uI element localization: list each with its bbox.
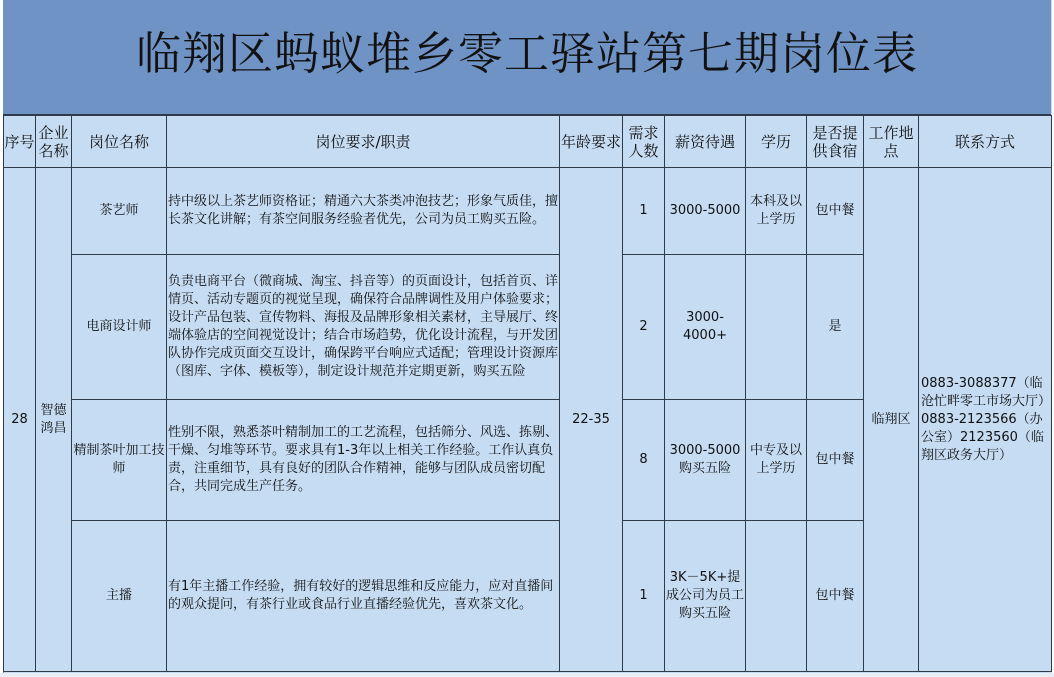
cell-salary: 3000-5000: [665, 168, 746, 255]
title-banner: [3, 0, 1051, 115]
cell-location: 临翔区: [864, 168, 919, 672]
header-seq: 序号: [4, 116, 36, 168]
cell-education: [746, 521, 807, 672]
cell-company: 智德鸿昌: [36, 168, 72, 672]
header-education: 学历: [746, 116, 807, 168]
header-contact: 联系方式: [919, 116, 1052, 168]
cell-meals: 包中餐: [807, 521, 864, 672]
header-count: 需求人数: [623, 116, 665, 168]
cell-contact: 0883-3088377（临沧忙畔零工市场大厅）0883-2123566（办公室）2123560（临翔区政务大厅）: [919, 168, 1052, 672]
cell-requirements: 负责电商平台（微商城、淘宝、抖音等）的页面设计，包括首页、详情页、活动专题页的视觉呈现，确保符合品牌调性及用户体验要求；设计产品包装、宣传物料、海报及品牌形象相关素材，主导展厅、终端体验店的空间视觉设计；结合市场趋势，优化设计流程，与开发团队协作完成页面交互设计，确保跨平台响应式适配；管理设计资源库（图库、字体、模板等），制定设计规范并定期更新，购买五险: [167, 255, 560, 400]
header-row: [4, 116, 1052, 168]
cell-education: 中专及以上学历: [746, 400, 807, 521]
table-row: [4, 168, 1052, 255]
cell-meals: 包中餐: [807, 400, 864, 521]
cell-requirements: 持中级以上茶艺师资格证；精通六大茶类冲泡技艺；形象气质佳，擅长茶文化讲解；有茶空间服务经验者优先，公司为员工购买五险。: [167, 168, 560, 255]
cell-meals: 包中餐: [807, 168, 864, 255]
cell-count: 1: [623, 168, 665, 255]
cell-position: 主播: [72, 521, 167, 672]
header-requirements: 岗位要求/职责: [167, 116, 560, 168]
cell-position: 茶艺师: [72, 168, 167, 255]
cell-seq: 28: [4, 168, 36, 672]
cell-education: [746, 255, 807, 400]
cell-requirements: 性别不限，熟悉茶叶精制加工的工艺流程，包括筛分、风选、拣剔、干燥、匀堆等环节。要求具有1-3年以上相关工作经验。工作认真负责，注重细节，具有良好的团队合作精神，能够与团队成员密切配合，共同完成生产任务。: [167, 400, 560, 521]
cell-position: 电商设计师: [72, 255, 167, 400]
cell-salary: 3K－5K+提成公司为员工购买五险: [665, 521, 746, 672]
cell-salary: 3000-5000购买五险: [665, 400, 746, 521]
cell-count: 2: [623, 255, 665, 400]
cell-count: 1: [623, 521, 665, 672]
page-title: 临翔区蚂蚁堆乡零工驿站第七期岗位表: [135, 26, 918, 80]
cell-salary: 3000-4000+: [665, 255, 746, 400]
cell-count: 8: [623, 400, 665, 521]
header-position: 岗位名称: [72, 116, 167, 168]
header-location: 工作地点: [864, 116, 919, 168]
header-company: 企业名称: [36, 116, 72, 168]
cell-age: 22-35: [560, 168, 623, 672]
cell-requirements: 有1年主播工作经验，拥有较好的逻辑思维和反应能力，应对直播间的观众提问，有茶行业或食品行业直播经验优先，喜欢茶文化。: [167, 521, 560, 672]
cell-education: 本科及以上学历: [746, 168, 807, 255]
cell-position: 精制茶叶加工技师: [72, 400, 167, 521]
header-age: 年龄要求: [560, 116, 623, 168]
sheet-bottom-edge: [0, 673, 1054, 677]
header-meals: 是否提供食宿: [807, 116, 864, 168]
cell-meals: 是: [807, 255, 864, 400]
header-salary: 薪资待遇: [665, 116, 746, 168]
job-table: [3, 115, 1052, 672]
